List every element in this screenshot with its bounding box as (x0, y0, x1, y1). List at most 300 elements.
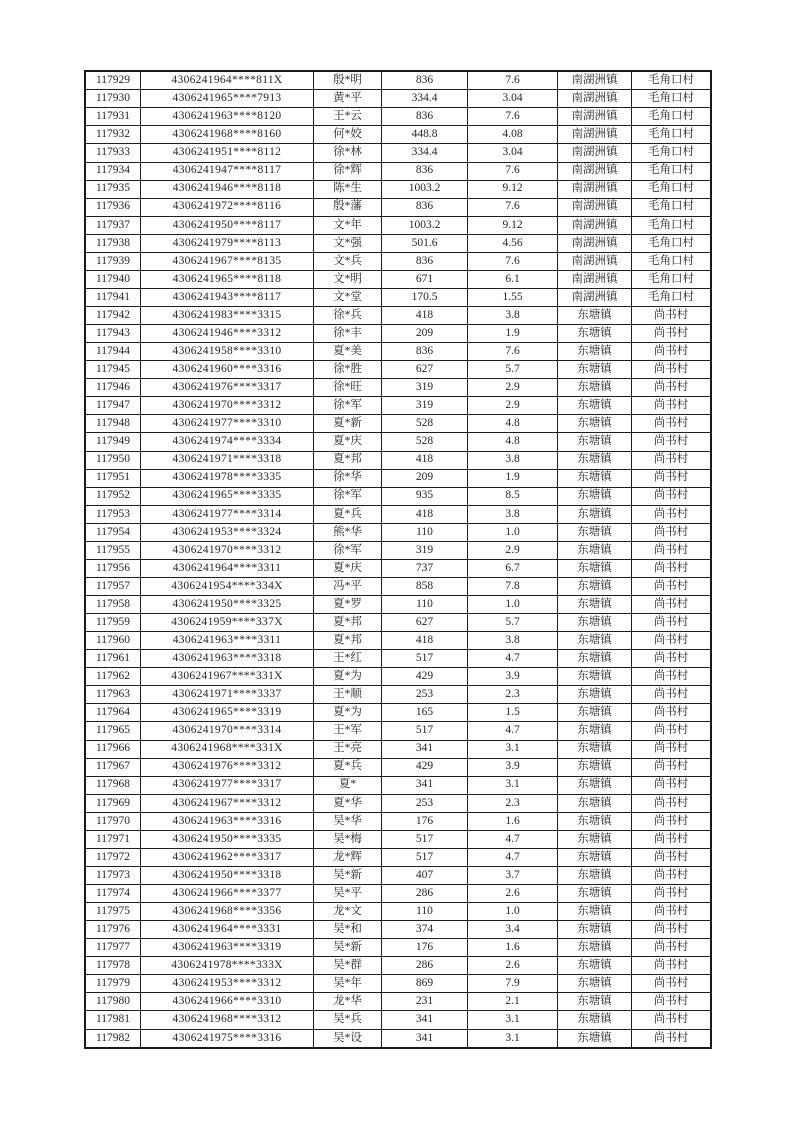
serial-cell: 117935 (85, 180, 141, 198)
name-cell: 吴*华 (314, 812, 382, 830)
name-cell: 殷*藩 (314, 198, 382, 216)
ratio-cell: 2.6 (468, 885, 558, 903)
amount-cell: 501.6 (382, 234, 468, 252)
serial-cell: 117953 (85, 505, 141, 523)
id-masked-cell: 4306241963****3318 (141, 650, 314, 668)
table-row (85, 252, 711, 270)
ratio-cell: 1.0 (468, 596, 558, 614)
village-cell: 尚书村 (632, 794, 712, 812)
id-masked-cell: 4306241978****333X (141, 957, 314, 975)
serial-cell: 117973 (85, 866, 141, 884)
village-cell: 尚书村 (632, 722, 712, 740)
name-cell: 文*堂 (314, 288, 382, 306)
town-cell: 东塘镇 (558, 433, 632, 451)
table-row (85, 704, 711, 722)
village-cell: 尚书村 (632, 921, 712, 939)
id-masked-cell: 4306241976****3312 (141, 758, 314, 776)
id-masked-cell: 4306241953****3324 (141, 523, 314, 541)
ratio-cell: 6.7 (468, 559, 558, 577)
serial-cell: 117961 (85, 650, 141, 668)
serial-cell: 117942 (85, 307, 141, 325)
name-cell: 徐*辉 (314, 162, 382, 180)
ratio-cell: 3.8 (468, 451, 558, 469)
ratio-cell: 1.55 (468, 288, 558, 306)
amount-cell: 341 (382, 776, 468, 794)
id-masked-cell: 4306241978****3335 (141, 469, 314, 487)
name-cell: 夏*邦 (314, 614, 382, 632)
amount-cell: 110 (382, 596, 468, 614)
serial-cell: 117975 (85, 903, 141, 921)
amount-cell: 319 (382, 379, 468, 397)
serial-cell: 117930 (85, 90, 141, 108)
village-cell: 毛角口村 (632, 216, 712, 234)
serial-cell: 117949 (85, 433, 141, 451)
name-cell: 徐*军 (314, 397, 382, 415)
amount-cell: 110 (382, 523, 468, 541)
id-masked-cell: 4306241976****3317 (141, 379, 314, 397)
amount-cell: 836 (382, 71, 468, 90)
village-cell: 毛角口村 (632, 252, 712, 270)
village-cell: 尚书村 (632, 361, 712, 379)
id-masked-cell: 4306241950****3318 (141, 866, 314, 884)
town-cell: 南湖洲镇 (558, 234, 632, 252)
town-cell: 东塘镇 (558, 397, 632, 415)
ratio-cell: 3.8 (468, 505, 558, 523)
village-cell: 尚书村 (632, 325, 712, 343)
serial-cell: 117952 (85, 487, 141, 505)
ratio-cell: 3.4 (468, 921, 558, 939)
id-masked-cell: 4306241943****8117 (141, 288, 314, 306)
amount-cell: 176 (382, 812, 468, 830)
ratio-cell: 9.12 (468, 180, 558, 198)
town-cell: 南湖洲镇 (558, 162, 632, 180)
name-cell: 夏*庆 (314, 559, 382, 577)
village-cell: 尚书村 (632, 487, 712, 505)
ratio-cell: 2.9 (468, 397, 558, 415)
name-cell: 文*年 (314, 216, 382, 234)
name-cell: 夏*邦 (314, 451, 382, 469)
id-masked-cell: 4306241947****8117 (141, 162, 314, 180)
serial-cell: 117962 (85, 668, 141, 686)
village-cell: 毛角口村 (632, 71, 712, 90)
village-cell: 尚书村 (632, 740, 712, 758)
serial-cell: 117951 (85, 469, 141, 487)
town-cell: 东塘镇 (558, 668, 632, 686)
ratio-cell: 2.3 (468, 794, 558, 812)
ratio-cell: 2.6 (468, 957, 558, 975)
town-cell: 南湖洲镇 (558, 252, 632, 270)
amount-cell: 253 (382, 686, 468, 704)
name-cell: 吴*兵 (314, 1011, 382, 1029)
name-cell: 文*明 (314, 270, 382, 288)
ratio-cell: 4.08 (468, 126, 558, 144)
name-cell: 夏*华 (314, 794, 382, 812)
amount-cell: 209 (382, 325, 468, 343)
amount-cell: 418 (382, 307, 468, 325)
name-cell: 夏* (314, 776, 382, 794)
town-cell: 东塘镇 (558, 523, 632, 541)
ratio-cell: 2.9 (468, 379, 558, 397)
name-cell: 夏*为 (314, 704, 382, 722)
village-cell: 毛角口村 (632, 180, 712, 198)
town-cell: 东塘镇 (558, 559, 632, 577)
village-cell: 尚书村 (632, 939, 712, 957)
id-masked-cell: 4306241972****8116 (141, 198, 314, 216)
village-cell: 尚书村 (632, 397, 712, 415)
name-cell: 夏*兵 (314, 758, 382, 776)
amount-cell: 341 (382, 1011, 468, 1029)
ratio-cell: 7.6 (468, 71, 558, 90)
ratio-cell: 2.1 (468, 993, 558, 1011)
id-masked-cell: 4306241965****3319 (141, 704, 314, 722)
id-masked-cell: 4306241983****3315 (141, 307, 314, 325)
id-masked-cell: 4306241965****7913 (141, 90, 314, 108)
village-cell: 尚书村 (632, 903, 712, 921)
ratio-cell: 3.1 (468, 776, 558, 794)
village-cell: 尚书村 (632, 758, 712, 776)
ratio-cell: 6.1 (468, 270, 558, 288)
table-row (85, 722, 711, 740)
id-masked-cell: 4306241963****3319 (141, 939, 314, 957)
serial-cell: 117969 (85, 794, 141, 812)
amount-cell: 165 (382, 704, 468, 722)
table-row (85, 848, 711, 866)
village-cell: 尚书村 (632, 848, 712, 866)
name-cell: 徐*林 (314, 144, 382, 162)
town-cell: 东塘镇 (558, 903, 632, 921)
table-row (85, 577, 711, 595)
ratio-cell: 3.9 (468, 668, 558, 686)
serial-cell: 117981 (85, 1011, 141, 1029)
id-masked-cell: 4306241950****3325 (141, 596, 314, 614)
table-row (85, 234, 711, 252)
serial-cell: 117974 (85, 885, 141, 903)
town-cell: 东塘镇 (558, 451, 632, 469)
table-row (85, 216, 711, 234)
table-row (85, 614, 711, 632)
town-cell: 东塘镇 (558, 722, 632, 740)
id-masked-cell: 4306241964****811X (141, 71, 314, 90)
town-cell: 东塘镇 (558, 632, 632, 650)
table-row (85, 686, 711, 704)
town-cell: 东塘镇 (558, 993, 632, 1011)
amount-cell: 374 (382, 921, 468, 939)
town-cell: 东塘镇 (558, 939, 632, 957)
ratio-cell: 3.1 (468, 1029, 558, 1048)
town-cell: 东塘镇 (558, 505, 632, 523)
serial-cell: 117950 (85, 451, 141, 469)
name-cell: 徐*兵 (314, 307, 382, 325)
village-cell: 尚书村 (632, 866, 712, 884)
serial-cell: 117936 (85, 198, 141, 216)
amount-cell: 671 (382, 270, 468, 288)
village-cell: 尚书村 (632, 650, 712, 668)
town-cell: 东塘镇 (558, 1029, 632, 1048)
name-cell: 文*兵 (314, 252, 382, 270)
table-row (85, 830, 711, 848)
name-cell: 陈*生 (314, 180, 382, 198)
amount-cell: 935 (382, 487, 468, 505)
town-cell: 南湖洲镇 (558, 216, 632, 234)
ratio-cell: 4.7 (468, 830, 558, 848)
table-row (85, 325, 711, 343)
ratio-cell: 4.7 (468, 650, 558, 668)
ratio-cell: 1.6 (468, 939, 558, 957)
id-masked-cell: 4306241971****3318 (141, 451, 314, 469)
name-cell: 徐*胜 (314, 361, 382, 379)
id-masked-cell: 4306241963****3311 (141, 632, 314, 650)
id-masked-cell: 4306241968****331X (141, 740, 314, 758)
table-row (85, 975, 711, 993)
name-cell: 吴*群 (314, 957, 382, 975)
amount-cell: 517 (382, 722, 468, 740)
id-masked-cell: 4306241950****8117 (141, 216, 314, 234)
amount-cell: 869 (382, 975, 468, 993)
serial-cell: 117980 (85, 993, 141, 1011)
id-masked-cell: 4306241946****3312 (141, 325, 314, 343)
serial-cell: 117941 (85, 288, 141, 306)
ratio-cell: 4.56 (468, 234, 558, 252)
amount-cell: 253 (382, 794, 468, 812)
id-masked-cell: 4306241966****3377 (141, 885, 314, 903)
name-cell: 何*姣 (314, 126, 382, 144)
name-cell: 徐*丰 (314, 325, 382, 343)
village-cell: 尚书村 (632, 469, 712, 487)
name-cell: 夏*庆 (314, 433, 382, 451)
town-cell: 东塘镇 (558, 541, 632, 559)
ratio-cell: 7.6 (468, 252, 558, 270)
serial-cell: 117960 (85, 632, 141, 650)
serial-cell: 117968 (85, 776, 141, 794)
id-masked-cell: 4306241977****3317 (141, 776, 314, 794)
village-cell: 尚书村 (632, 523, 712, 541)
serial-cell: 117934 (85, 162, 141, 180)
ratio-cell: 8.5 (468, 487, 558, 505)
name-cell: 夏*邦 (314, 632, 382, 650)
town-cell: 东塘镇 (558, 794, 632, 812)
table-row (85, 668, 711, 686)
village-cell: 毛角口村 (632, 144, 712, 162)
village-cell: 尚书村 (632, 577, 712, 595)
serial-cell: 117976 (85, 921, 141, 939)
ratio-cell: 3.1 (468, 1011, 558, 1029)
amount-cell: 1003.2 (382, 180, 468, 198)
village-cell: 毛角口村 (632, 288, 712, 306)
table-row (85, 144, 711, 162)
ratio-cell: 3.8 (468, 632, 558, 650)
table-row (85, 307, 711, 325)
serial-cell: 117963 (85, 686, 141, 704)
ratio-cell: 9.12 (468, 216, 558, 234)
serial-cell: 117970 (85, 812, 141, 830)
id-masked-cell: 4306241975****3316 (141, 1029, 314, 1048)
ratio-cell: 7.6 (468, 198, 558, 216)
table-row (85, 505, 711, 523)
ratio-cell: 4.7 (468, 722, 558, 740)
village-cell: 尚书村 (632, 632, 712, 650)
village-cell: 尚书村 (632, 541, 712, 559)
town-cell: 东塘镇 (558, 758, 632, 776)
serial-cell: 117972 (85, 848, 141, 866)
village-cell: 尚书村 (632, 415, 712, 433)
serial-cell: 117958 (85, 596, 141, 614)
id-masked-cell: 4306241946****8118 (141, 180, 314, 198)
village-cell: 尚书村 (632, 307, 712, 325)
id-masked-cell: 4306241967****3312 (141, 794, 314, 812)
village-cell: 尚书村 (632, 614, 712, 632)
amount-cell: 517 (382, 848, 468, 866)
table-row (85, 650, 711, 668)
town-cell: 东塘镇 (558, 325, 632, 343)
name-cell: 夏*为 (314, 668, 382, 686)
id-masked-cell: 4306241964****3311 (141, 559, 314, 577)
name-cell: 吴*新 (314, 939, 382, 957)
village-cell: 毛角口村 (632, 162, 712, 180)
ratio-cell: 7.6 (468, 162, 558, 180)
table-row (85, 288, 711, 306)
village-cell: 尚书村 (632, 505, 712, 523)
village-cell: 尚书村 (632, 559, 712, 577)
id-masked-cell: 4306241968****8160 (141, 126, 314, 144)
amount-cell: 319 (382, 397, 468, 415)
serial-cell: 117929 (85, 71, 141, 90)
amount-cell: 1003.2 (382, 216, 468, 234)
name-cell: 吴*年 (314, 975, 382, 993)
serial-cell: 117940 (85, 270, 141, 288)
serial-cell: 117931 (85, 108, 141, 126)
table-row (85, 541, 711, 559)
id-masked-cell: 4306241965****8118 (141, 270, 314, 288)
ratio-cell: 1.6 (468, 812, 558, 830)
id-masked-cell: 4306241951****8112 (141, 144, 314, 162)
town-cell: 东塘镇 (558, 343, 632, 361)
amount-cell: 517 (382, 650, 468, 668)
name-cell: 龙*文 (314, 903, 382, 921)
ratio-cell: 7.6 (468, 343, 558, 361)
name-cell: 吴*梅 (314, 830, 382, 848)
table-row (85, 794, 711, 812)
town-cell: 东塘镇 (558, 361, 632, 379)
town-cell: 东塘镇 (558, 650, 632, 668)
name-cell: 龙*辉 (314, 848, 382, 866)
table-row (85, 596, 711, 614)
beneficiary-table (84, 70, 712, 1049)
ratio-cell: 3.8 (468, 307, 558, 325)
serial-cell: 117957 (85, 577, 141, 595)
village-cell: 尚书村 (632, 451, 712, 469)
town-cell: 东塘镇 (558, 596, 632, 614)
id-masked-cell: 4306241964****3331 (141, 921, 314, 939)
serial-cell: 117967 (85, 758, 141, 776)
village-cell: 毛角口村 (632, 234, 712, 252)
table-body (85, 71, 711, 1048)
serial-cell: 117979 (85, 975, 141, 993)
village-cell: 毛角口村 (632, 198, 712, 216)
table-row (85, 487, 711, 505)
town-cell: 东塘镇 (558, 379, 632, 397)
town-cell: 南湖洲镇 (558, 71, 632, 90)
serial-cell: 117965 (85, 722, 141, 740)
amount-cell: 836 (382, 252, 468, 270)
ratio-cell: 4.8 (468, 415, 558, 433)
town-cell: 东塘镇 (558, 830, 632, 848)
village-cell: 尚书村 (632, 975, 712, 993)
serial-cell: 117939 (85, 252, 141, 270)
amount-cell: 517 (382, 830, 468, 848)
town-cell: 东塘镇 (558, 577, 632, 595)
serial-cell: 117964 (85, 704, 141, 722)
amount-cell: 286 (382, 957, 468, 975)
ratio-cell: 2.3 (468, 686, 558, 704)
amount-cell: 110 (382, 903, 468, 921)
table-row (85, 433, 711, 451)
table-row (85, 885, 711, 903)
id-masked-cell: 4306241959****337X (141, 614, 314, 632)
town-cell: 南湖洲镇 (558, 288, 632, 306)
serial-cell: 117982 (85, 1029, 141, 1048)
table-row (85, 343, 711, 361)
amount-cell: 858 (382, 577, 468, 595)
table-row (85, 758, 711, 776)
table-row (85, 1029, 711, 1048)
ratio-cell: 3.1 (468, 740, 558, 758)
amount-cell: 341 (382, 740, 468, 758)
table-row (85, 903, 711, 921)
name-cell: 徐*华 (314, 469, 382, 487)
amount-cell: 627 (382, 361, 468, 379)
table-row (85, 126, 711, 144)
amount-cell: 737 (382, 559, 468, 577)
town-cell: 东塘镇 (558, 740, 632, 758)
amount-cell: 836 (382, 343, 468, 361)
village-cell: 尚书村 (632, 704, 712, 722)
name-cell: 文*强 (314, 234, 382, 252)
serial-cell: 117956 (85, 559, 141, 577)
id-masked-cell: 4306241958****3310 (141, 343, 314, 361)
town-cell: 东塘镇 (558, 885, 632, 903)
village-cell: 尚书村 (632, 885, 712, 903)
village-cell: 尚书村 (632, 343, 712, 361)
serial-cell: 117938 (85, 234, 141, 252)
amount-cell: 836 (382, 108, 468, 126)
town-cell: 东塘镇 (558, 415, 632, 433)
id-masked-cell: 4306241971****3337 (141, 686, 314, 704)
id-masked-cell: 4306241974****3334 (141, 433, 314, 451)
table-row (85, 523, 711, 541)
table-row (85, 71, 711, 90)
town-cell: 南湖洲镇 (558, 180, 632, 198)
town-cell: 南湖洲镇 (558, 198, 632, 216)
ratio-cell: 3.9 (468, 758, 558, 776)
table-row (85, 1011, 711, 1029)
id-masked-cell: 4306241962****3317 (141, 848, 314, 866)
town-cell: 东塘镇 (558, 686, 632, 704)
ratio-cell: 3.04 (468, 144, 558, 162)
serial-cell: 117933 (85, 144, 141, 162)
table-row (85, 162, 711, 180)
table-row (85, 180, 711, 198)
table-row (85, 90, 711, 108)
amount-cell: 231 (382, 993, 468, 1011)
village-cell: 毛角口村 (632, 270, 712, 288)
table-row (85, 469, 711, 487)
amount-cell: 341 (382, 1029, 468, 1048)
name-cell: 徐*军 (314, 541, 382, 559)
name-cell: 吴*和 (314, 921, 382, 939)
name-cell: 夏*新 (314, 415, 382, 433)
amount-cell: 418 (382, 451, 468, 469)
serial-cell: 117954 (85, 523, 141, 541)
